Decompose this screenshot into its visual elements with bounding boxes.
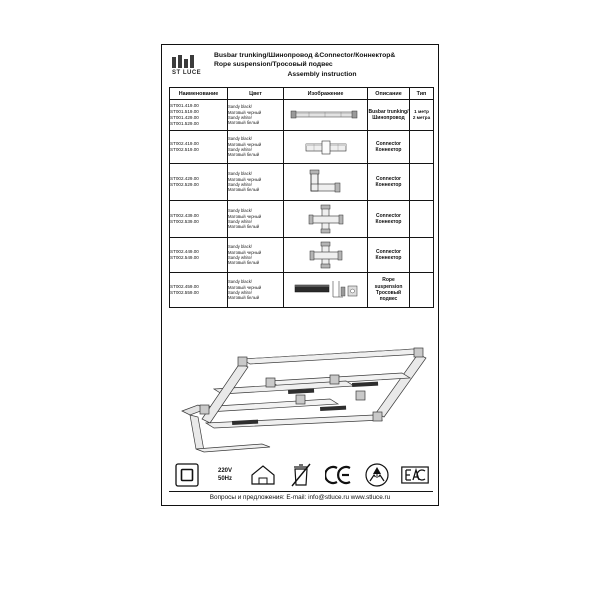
square-luminaire-icon [174,462,200,488]
assembly-diagram [170,345,432,455]
stluce-logo-icon [172,52,206,78]
table-row [170,100,434,131]
busbar-trunking-icon [284,100,367,130]
cell-article: ST001.419.00 ST001.519.00 ST001.429.00 ST001.529.00 [170,100,228,131]
t-connector-icon [284,201,367,237]
header-type: Тип [410,88,434,100]
cell-type [410,273,434,308]
title-line-3: Assembly instruction [287,71,357,78]
table-row [170,273,434,308]
recycling-icon [364,462,390,488]
eac-mark-icon [402,462,428,488]
cell-type: 1 метр 2 метра [410,100,434,131]
x-connector-icon [284,238,367,272]
header-color: Цвет [228,88,284,100]
table-row [170,238,434,273]
cell-image [284,238,368,273]
cell-color: Sandy black/ Матовый черный Sandy white/ Матовый белый [228,273,284,308]
l-connector-icon [284,164,367,200]
cell-type [410,131,434,164]
rope-suspension-icon [284,273,367,307]
cell-article: ST002.449.00 ST002.549.00 [170,238,228,273]
logo-wordmark: ST LUCE [172,69,202,76]
compliance-icons [174,460,428,490]
footer-contact: Вопросы и предложения: E-mail: info@stluce.ru www.stluce.ru [209,494,391,501]
indoor-use-icon [250,462,276,488]
straight-connector-icon [284,131,367,163]
title-line-1: Busbar trunking/Шинопровод &Connector/Коннектор& [214,52,396,59]
product-table [169,87,434,308]
cell-type [410,238,434,273]
cell-image [284,164,368,201]
cell-color: Sandy black/ Матовый черный Sandy white/ Матовый белый [228,201,284,238]
table-row [170,164,434,201]
cell-description: Rope suspension Тросовый подвес [368,273,410,308]
cell-type [410,164,434,201]
cell-description: Connector Коннектор [368,201,410,238]
cell-article: ST002.419.00 ST002.519.00 [170,131,228,164]
cell-image [284,273,368,308]
cell-description: Connector Коннектор [368,164,410,201]
cell-article: ST002.439.00 ST002.539.00 [170,201,228,238]
title-line-2: Rope suspension/Тросовый подвес [214,61,333,68]
cell-image [284,131,368,164]
table-row [170,201,434,238]
ce-mark-icon [326,462,352,488]
cell-color: Sandy black/ Матовый черный Sandy white/ Матовый белый [228,238,284,273]
document-title [214,51,438,79]
header-image: Изображение [284,88,368,100]
header-article: Наименование [170,88,228,100]
cell-description: Connector Коннектор [368,238,410,273]
table-row [170,131,434,164]
no-waste-bin-icon [288,462,314,488]
header-description: Описание [368,88,410,100]
cell-color: Sandy black/ Матовый черный Sandy white/ Матовый белый [228,131,284,164]
cell-color: Sandy black/ Матовый черный Sandy white/ Матовый белый [228,100,284,131]
cell-image [284,201,368,238]
cell-image [284,100,368,131]
cell-description: Connector Коннектор [368,131,410,164]
document-header [162,45,438,85]
footer-divider [169,491,433,492]
cell-color: Sandy black/ Матовый черный Sandy white/ Матовый белый [228,164,284,201]
instruction-sheet [161,44,439,506]
voltage-value: 220V 50Hz [217,468,232,482]
cell-article: ST002.459.00 ST002.559.00 [170,273,228,308]
cell-article: ST002.429.00 ST002.529.00 [170,164,228,201]
cell-type [410,201,434,238]
voltage-icon [212,462,238,488]
table-header-row [170,88,434,100]
cell-description: Busbar trunking/ Шинопровод [368,100,410,131]
